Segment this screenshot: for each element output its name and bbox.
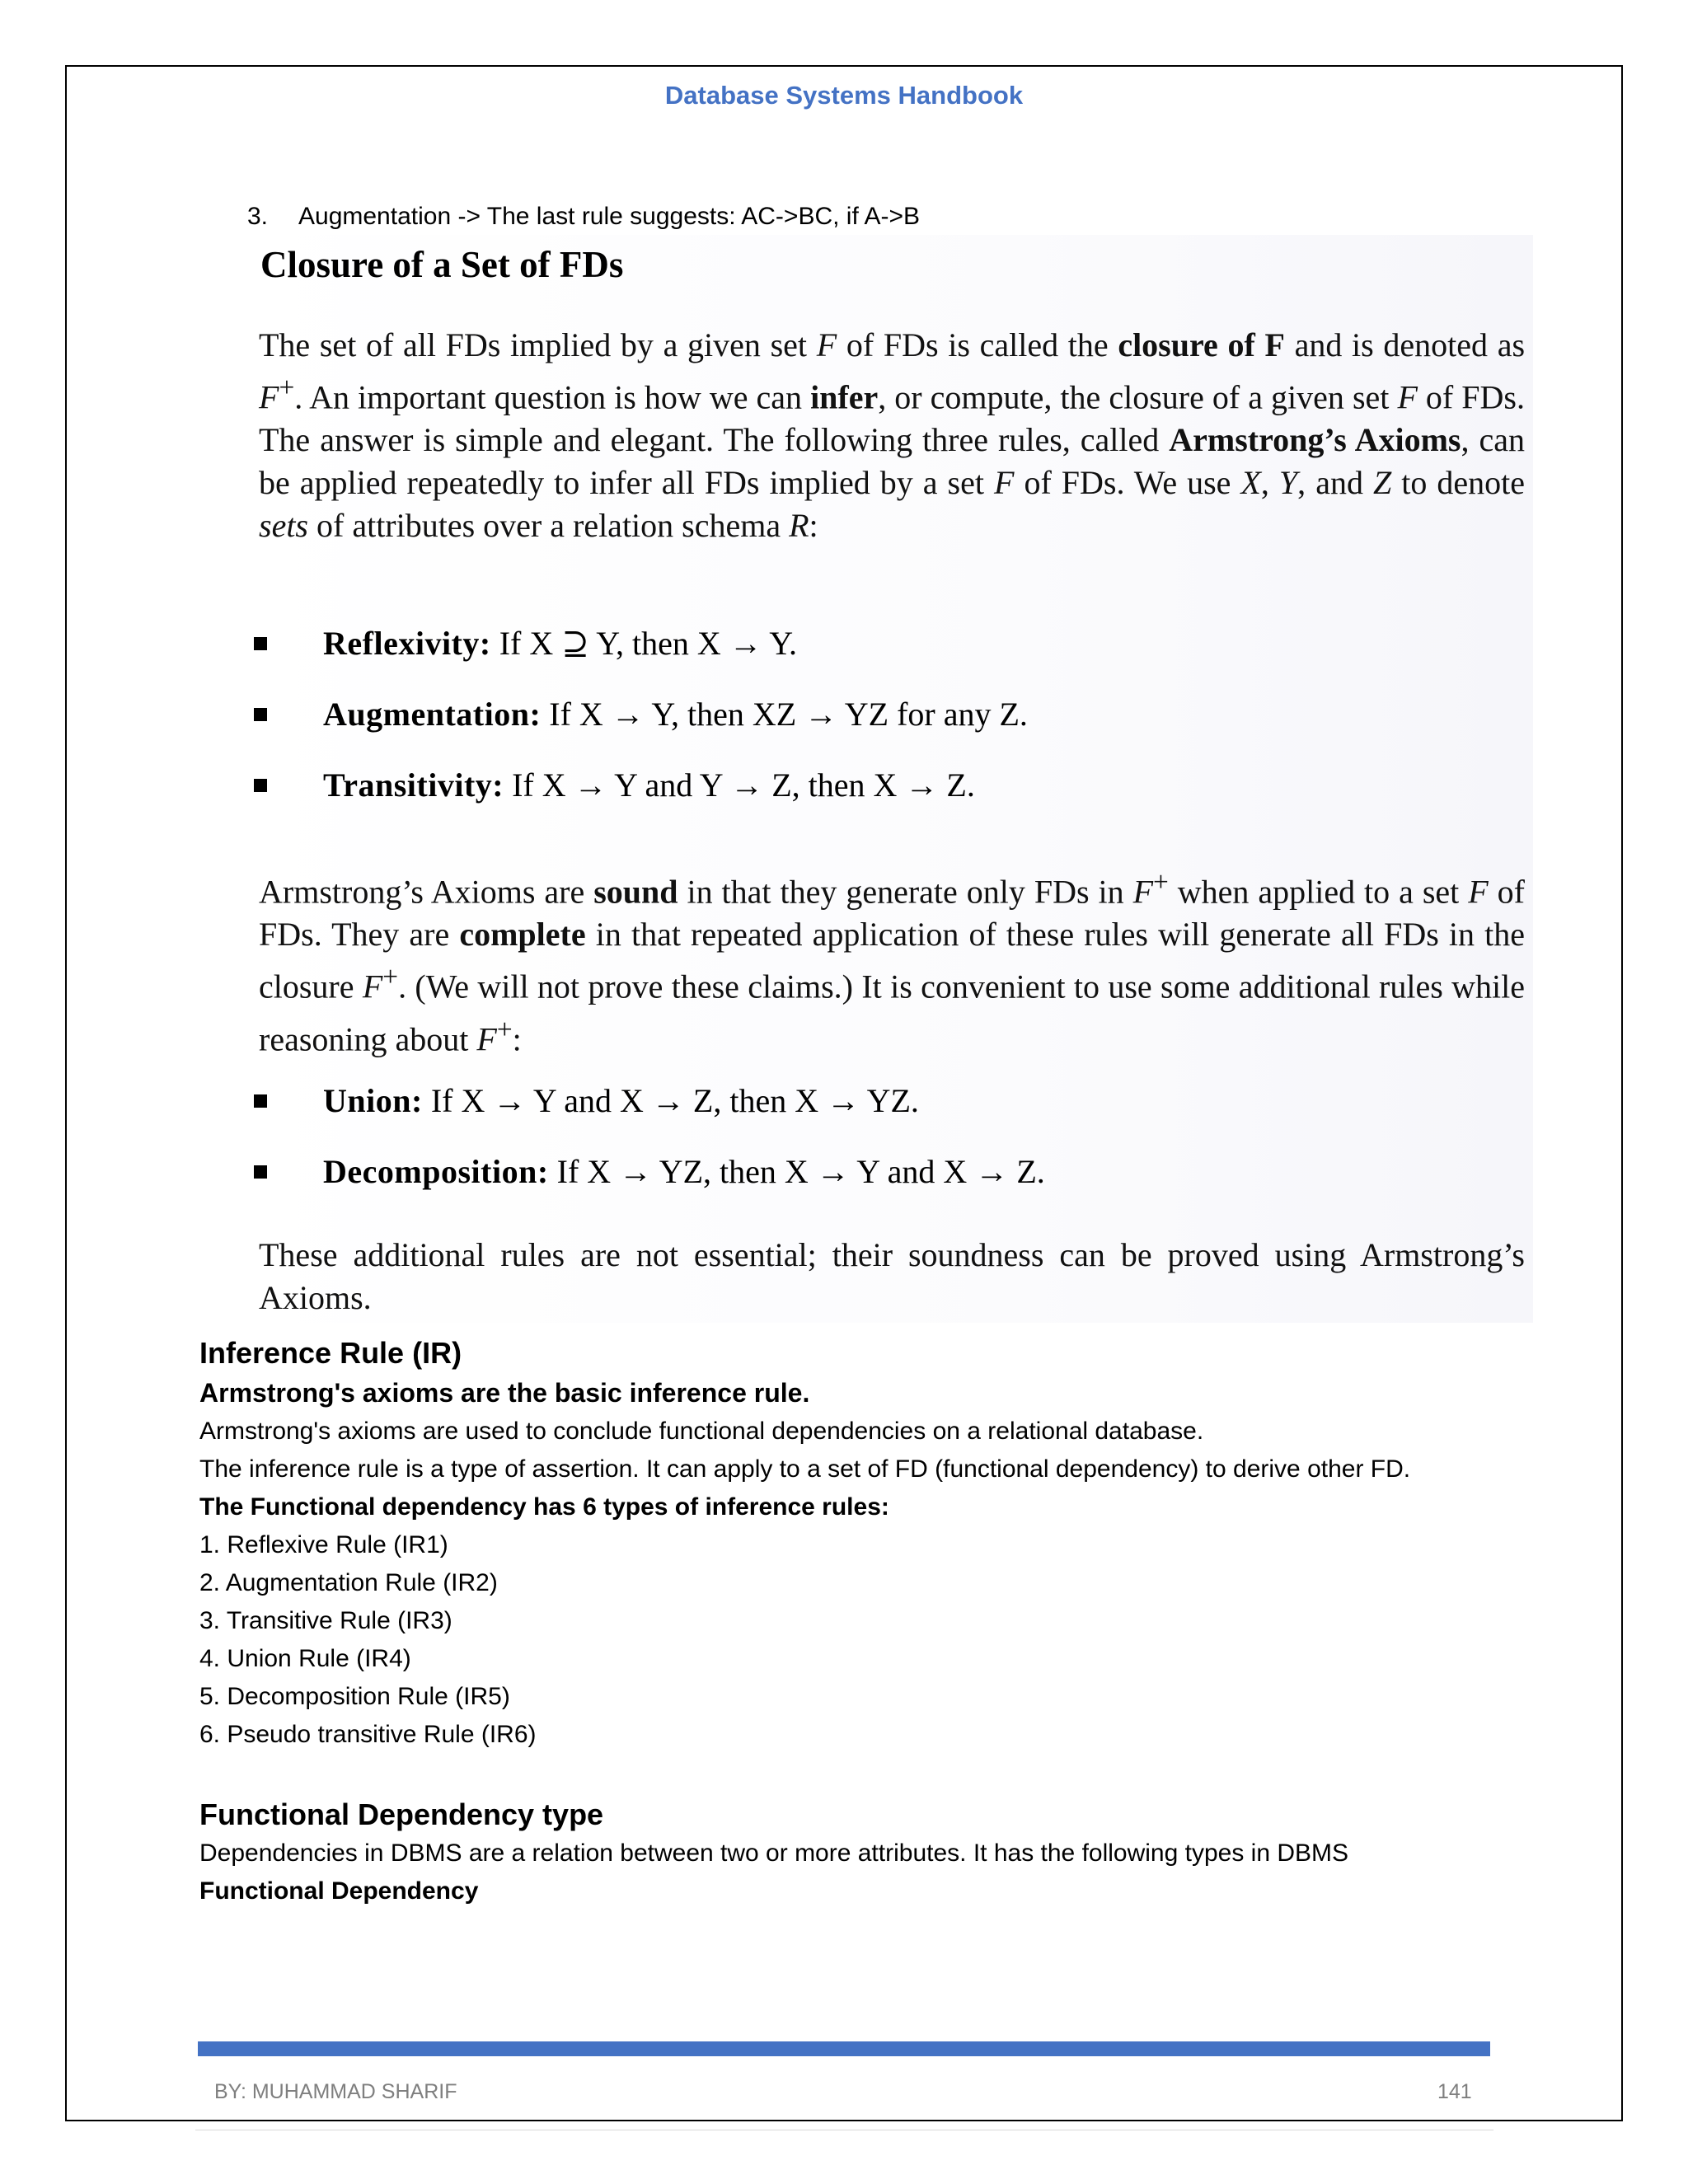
text-run: of FDs. We use (1014, 464, 1241, 502)
additional-rules-list (254, 1080, 1523, 1221)
section-heading: Inference Rule (IR) (199, 1336, 462, 1370)
list-item (254, 622, 1523, 693)
term-armstrong: Armstrong’s Axioms (1169, 421, 1461, 459)
text-run: . (We will not prove these claims.) It is convenient to use some additional rules while reasoning about (259, 968, 1525, 1057)
math-var: F (1397, 378, 1418, 416)
section-heading: Functional Dependency type (199, 1797, 604, 1831)
math-var: F (1132, 873, 1153, 911)
additional-rules-paragraph: These additional rules are not essential; their soundness can be proved using Armstrong’s Axioms. (259, 1236, 1525, 1316)
text-run: in that repeated application of these rules will generate all FDs in the closure (259, 916, 1525, 1005)
soundness-paragraph (259, 861, 1525, 1061)
math-var: F (476, 1019, 497, 1057)
rule-text: If X → Y and X → Z, then X → YZ. (422, 1082, 919, 1119)
text-run: , or compute, the closure of a given set (878, 378, 1398, 416)
text-run: to denote (1391, 464, 1526, 502)
term-complete: complete (459, 916, 586, 954)
text-run: in that they generate only FDs in (678, 873, 1133, 911)
list-item (254, 764, 1523, 835)
subheading: Armstrong's axioms are the basic inference rule. (199, 1378, 810, 1408)
text-run: , can be applied repeatedly to infer all FDs implied by a set (259, 421, 1525, 502)
superscript: + (1153, 867, 1169, 898)
math-var: X (1240, 464, 1261, 502)
list-text: Augmentation -> The last rule suggests: AC->BC, if A->B (298, 203, 920, 230)
term-closure: closure of F (1118, 326, 1285, 363)
text-run: of FDs is called the (837, 326, 1118, 363)
text-run: and is denoted as (1284, 326, 1526, 363)
bullet-square-icon (254, 708, 267, 721)
augmentation-note (247, 203, 920, 231)
list-item: 6. Pseudo transitive Rule (IR6) (199, 1721, 537, 1748)
math-var: Z (1372, 464, 1392, 502)
bullet-square-icon (254, 637, 267, 650)
page-number: 141 (1437, 2080, 1472, 2103)
text-run: , and (1297, 464, 1373, 502)
text-run: : (809, 507, 818, 545)
subheading: Functional Dependency (199, 1877, 479, 1905)
text-run: of attributes over a relation schema (308, 507, 790, 545)
list-item (254, 1080, 1523, 1151)
inference-rule-section (199, 1333, 1559, 1910)
list-item (254, 1151, 1523, 1221)
math-var: R (789, 507, 809, 545)
text-run: when applied to a set (1168, 873, 1469, 911)
text-run: of FDs. The answer is simple and elegant. The following three rules, called (259, 378, 1525, 459)
body-line: Dependencies in DBMS are a relation between two or more attributes. It has the following types in DBMS (199, 1840, 1349, 1867)
text-run: . An important question is how we can (294, 378, 811, 416)
types-heading: The Functional dependency has 6 types of inference rules: (199, 1493, 889, 1521)
superscript: + (382, 962, 399, 993)
rule-text: If X → Y and Y → Z, then X → Z. (504, 766, 975, 804)
math-var: F (362, 968, 383, 1005)
rule-text: If X ⊇ Y, then X → Y. (490, 625, 797, 662)
text-run: , (1260, 464, 1279, 502)
rule-name: Decomposition: (323, 1153, 549, 1190)
armstrong-axioms-list (254, 622, 1523, 835)
body-line: The inference rule is a type of assertion. It can apply to a set of FD (functional dependency) to derive other FD. (199, 1455, 1411, 1483)
bullet-square-icon (254, 1094, 267, 1108)
spacer (199, 1754, 1559, 1795)
list-item: 3. Transitive Rule (IR3) (199, 1607, 452, 1634)
term-sound: sound (593, 873, 678, 911)
superscript: + (279, 373, 295, 403)
list-item: 5. Decomposition Rule (IR5) (199, 1683, 510, 1710)
rule-name: Reflexivity: (323, 625, 491, 662)
textbook-excerpt-image (247, 235, 1533, 1323)
math-var: Y (1278, 464, 1298, 502)
rule-name: Transitivity: (323, 766, 504, 804)
term-infer: infer (810, 378, 879, 416)
rule-name: Augmentation: (323, 696, 542, 733)
rule-name: Union: (323, 1082, 423, 1119)
list-item: 4. Union Rule (IR4) (199, 1645, 411, 1672)
text-run: : (512, 1019, 522, 1057)
closure-paragraph (259, 324, 1525, 547)
rule-text: If X → Y, then XZ → YZ for any Z. (541, 696, 1028, 733)
superscript: + (496, 1014, 513, 1045)
list-item: 1. Reflexive Rule (IR1) (199, 1531, 448, 1558)
math-var: F (1468, 873, 1489, 911)
math-var: F (816, 326, 837, 363)
math-var: F (259, 378, 279, 416)
bullet-square-icon (254, 779, 267, 792)
list-number: 3. (247, 203, 269, 230)
page-header-title: Database Systems Handbook (664, 81, 1024, 110)
rule-text: If X → YZ, then X → Y and X → Z. (548, 1153, 1045, 1190)
emphasis-sets: sets (259, 507, 308, 545)
text-run: Armstrong’s Axioms are (259, 873, 594, 911)
text-run: The set of all FDs implied by a given set (259, 326, 817, 363)
footer-accent-bar (198, 2041, 1490, 2056)
footer-author: BY: MUHAMMAD SHARIF (214, 2080, 457, 2103)
list-item (254, 693, 1523, 764)
bullet-square-icon (254, 1165, 267, 1179)
excerpt-title: Closure of a Set of FDs (260, 244, 624, 285)
math-var: F (993, 464, 1015, 502)
list-item: 2. Augmentation Rule (IR2) (199, 1569, 498, 1596)
body-line: Armstrong's axioms are used to conclude functional dependencies on a relational database. (199, 1418, 1204, 1445)
text-run: of FDs. They are (259, 873, 1525, 954)
